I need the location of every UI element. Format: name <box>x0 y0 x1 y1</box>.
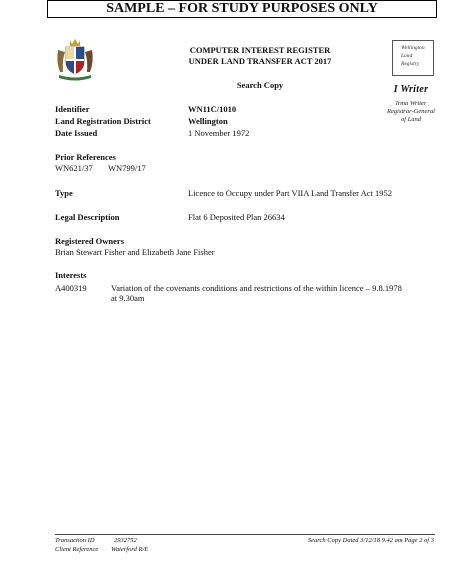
district-label: Land Registration District <box>55 116 151 126</box>
coat-of-arms-icon <box>55 38 95 82</box>
identifier-label: Identifier <box>55 104 90 114</box>
client-reference-value: Waterford R/E <box>111 546 149 553</box>
date-issued-value: 1 November 1972 <box>188 128 250 138</box>
register-act: UNDER LAND TRANSFER ACT 2017 <box>188 56 332 66</box>
interest-description-line-2: at 9.30am <box>111 293 145 303</box>
type-label: Type <box>55 188 73 198</box>
registered-owners-value: Brian Stewart Fisher and Elizabeth Jane Fisher <box>55 247 215 257</box>
stamp-line-1: Wellington <box>401 45 425 51</box>
prior-references-label: Prior References <box>55 152 116 162</box>
search-copy-title: Search Copy <box>236 80 284 90</box>
stamp-line-3: Registry <box>401 61 420 67</box>
legal-description-label: Legal Description <box>55 212 120 222</box>
transaction-id-value: 2932752 <box>114 537 137 544</box>
legal-description-value: Flat 6 Deposited Plan 26634 <box>188 212 285 222</box>
prior-reference-1: WN621/37 <box>55 163 93 173</box>
interest-id: A400319 <box>55 283 87 293</box>
type-value: Licence to Occupy under Part VIIA Land Transfer Act 1952 <box>188 188 393 198</box>
registrar-title: Registrar-General <box>387 108 435 115</box>
identifier-value: WN11C/1010 <box>188 104 237 114</box>
client-reference-label: Client Reference <box>55 546 99 553</box>
stamp-line-2: Land <box>401 53 413 59</box>
interest-description <box>111 283 441 303</box>
footer-divider <box>55 534 435 535</box>
prior-reference-2: WN799/17 <box>108 163 146 173</box>
registrar-details <box>376 100 446 124</box>
date-issued-label: Date Issued <box>55 128 98 138</box>
interests-label: Interests <box>55 270 87 280</box>
register-title: COMPUTER INTEREST REGISTER <box>189 45 331 55</box>
district-value: Wellington <box>188 116 228 126</box>
sample-banner: SAMPLE – FOR STUDY PURPOSES ONLY <box>47 0 437 18</box>
registered-owners-label: Registered Owners <box>55 236 125 246</box>
transaction-id-label: Transaction ID <box>55 537 95 544</box>
registry-stamp <box>392 40 434 76</box>
registrar-name: Irma Writer <box>395 100 427 107</box>
registrar-title-2: of Land <box>400 116 422 123</box>
search-copy-date: Search Copy Dated 3/12/18 9.42 am Page 2 of 3 <box>307 537 434 544</box>
interest-description-line-1: Variation of the covenants conditions and restrictions of the within licence – 9.8.1978 <box>111 283 402 293</box>
registrar-signature: I Writer <box>393 84 429 95</box>
